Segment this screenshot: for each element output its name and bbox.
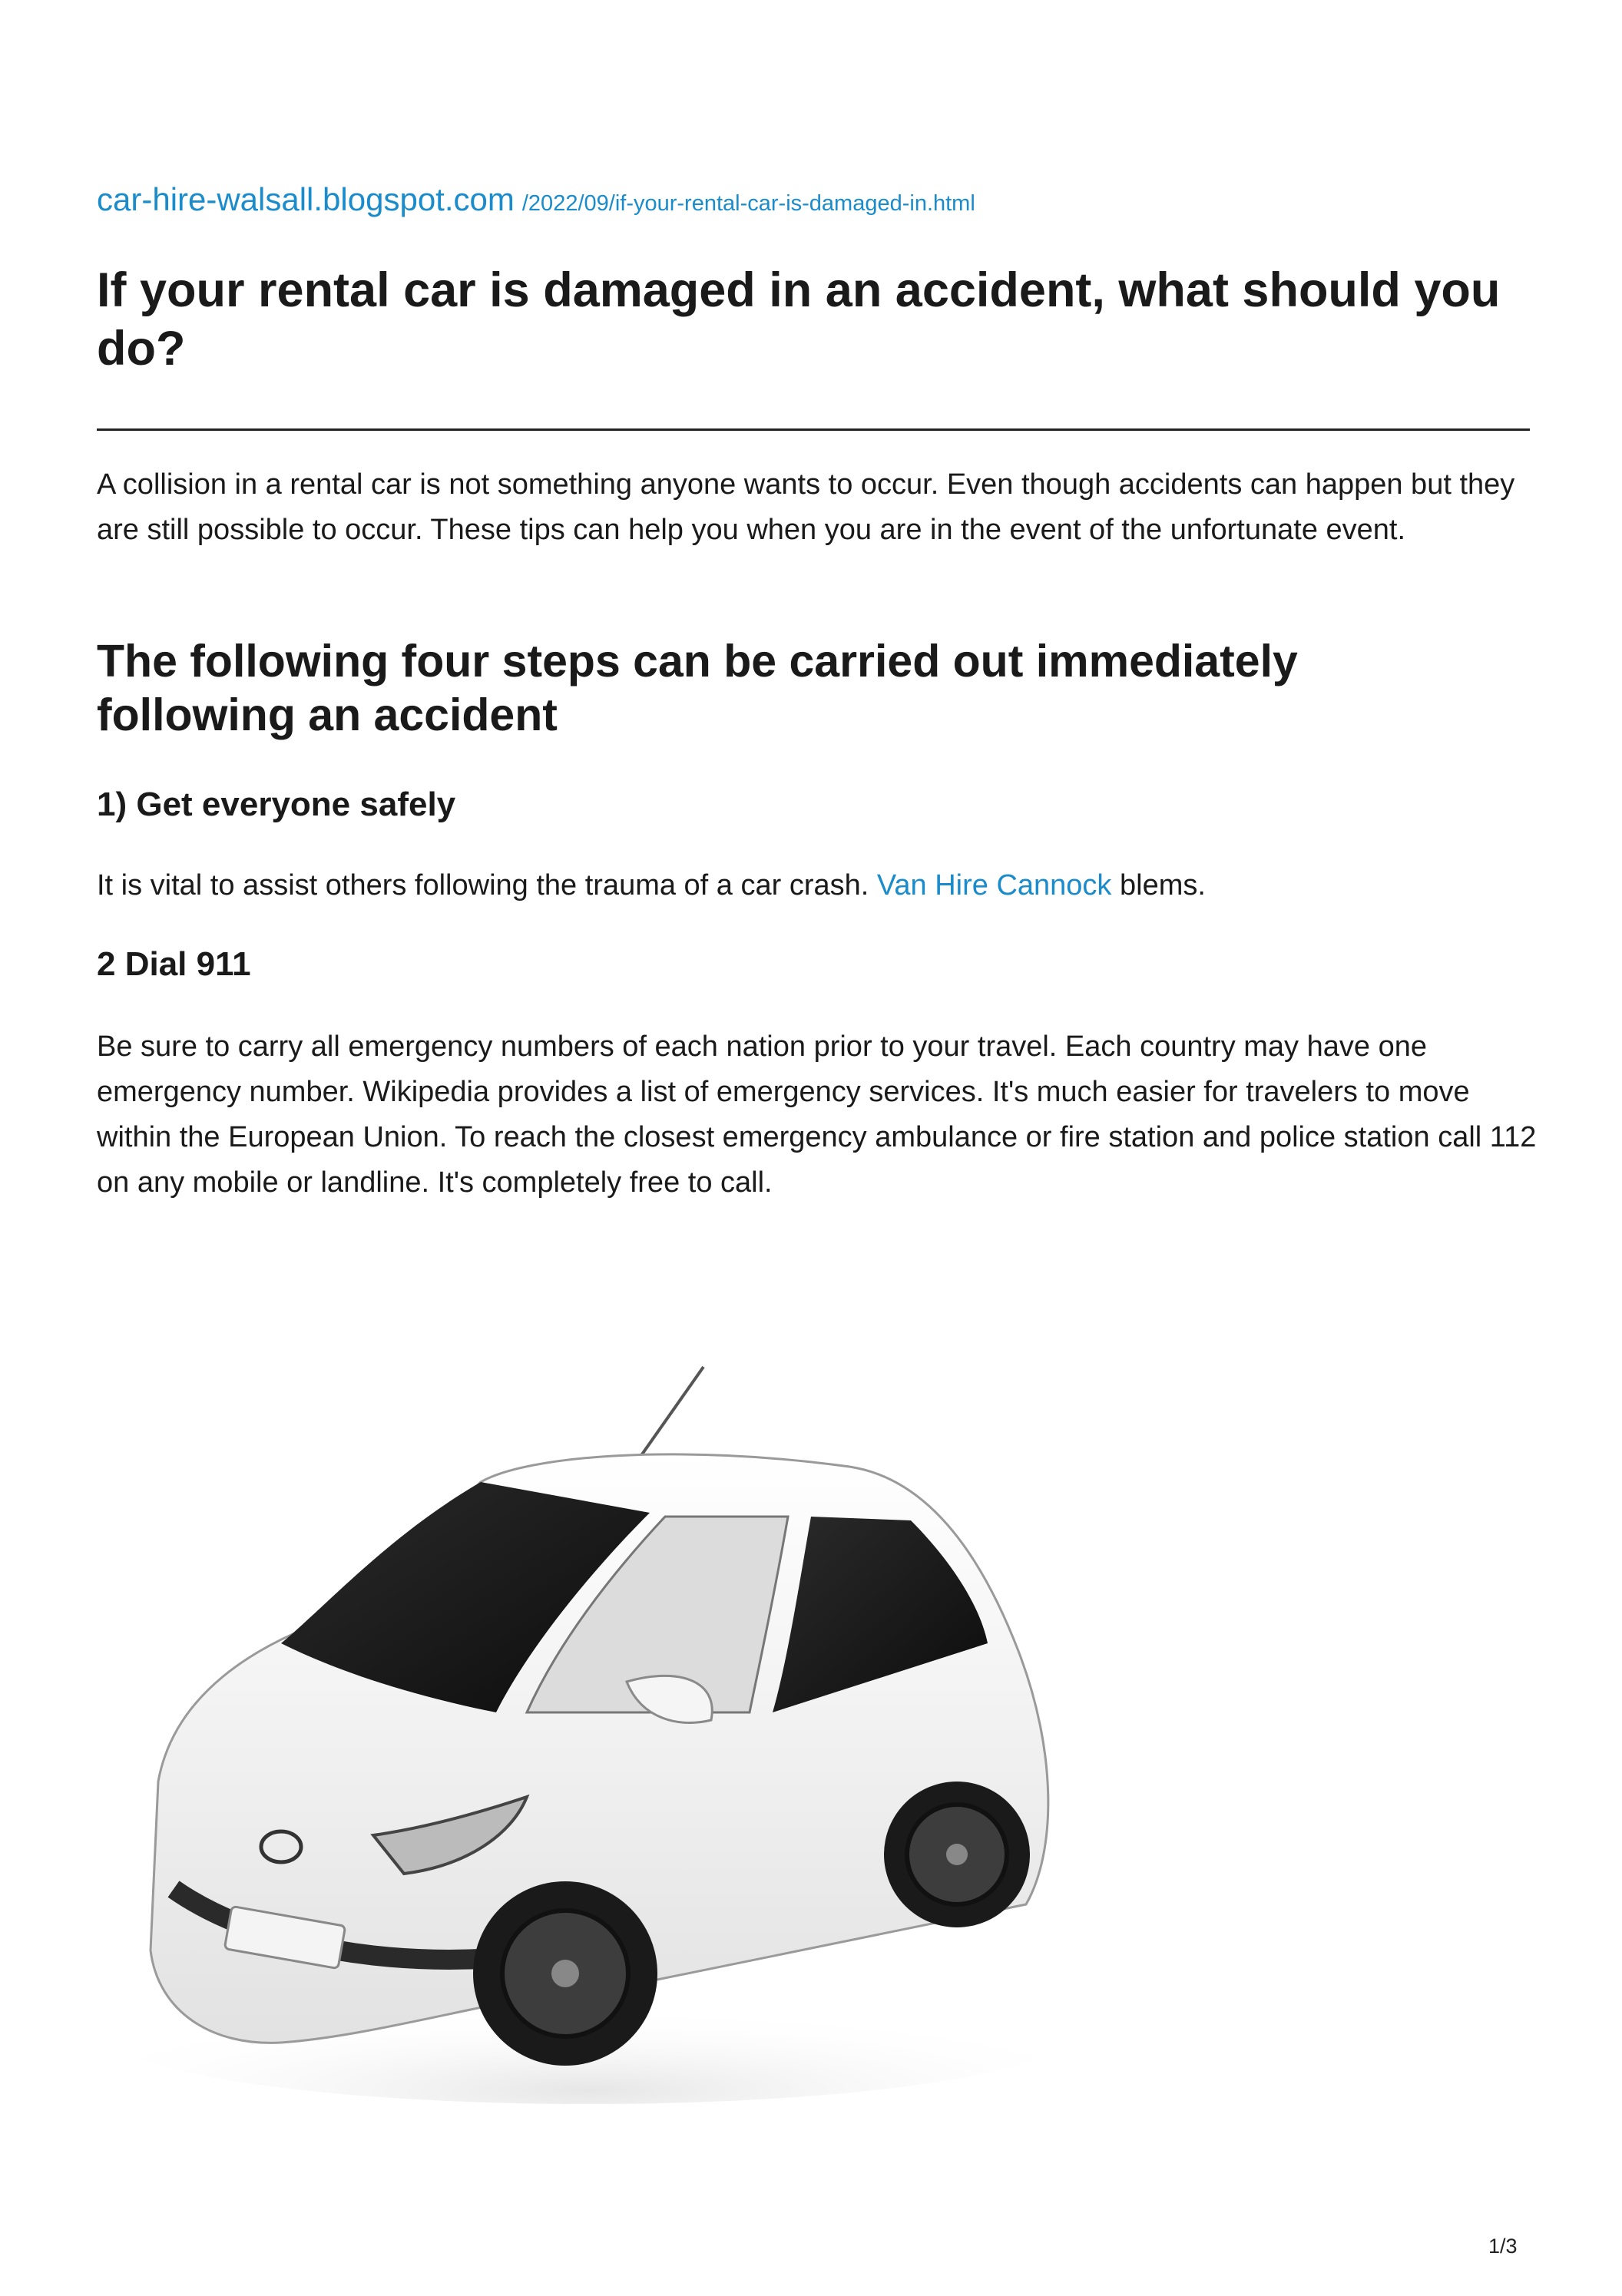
intro-paragraph: A collision in a rental car is not something anyone wants to occur. Even though accidents can happen but they are still possible to occur. These tips can help you when you are in the event of the unfortunate event. [97, 468, 1515, 546]
step-1-text-tail: blems. [1120, 869, 1206, 902]
title-divider [97, 428, 1530, 431]
front-wheel-hub [551, 1960, 579, 1987]
page-number: 1/3 [1488, 2235, 1518, 2258]
step-2-heading: 2 Dial 911 [97, 945, 251, 983]
step-1-paragraph [97, 863, 1541, 908]
source-path-link[interactable]: /2022/09/if-your-rental-car-is-damaged-in.html [521, 191, 975, 216]
section-heading: The following four steps can be carried out immediately following an accident [97, 636, 1298, 740]
car-image [97, 1351, 1095, 2112]
source-url[interactable] [97, 181, 975, 218]
article-title: If your rental car is damaged in an accident, what should you do? [97, 263, 1501, 375]
step-1-text: It is vital to assist others following the trauma of a car crash. [97, 869, 869, 902]
step-2-paragraph: Be sure to carry all emergency numbers of each nation prior to your travel. Each country may have one emergency number. Wikipedia provides a list of emergency services. It's much easier for travelers to move within the European Union. To reach the closest emergency ambulance or fire station and police station call 112 on any mobile or landline. It's completely free to call. [97, 1031, 1537, 1199]
step-1-heading: 1) Get everyone safely [97, 786, 456, 823]
van-hire-cannock-link[interactable]: Van Hire Cannock [876, 869, 1112, 902]
rear-wheel-hub [946, 1844, 968, 1865]
source-domain-link[interactable]: car-hire-walsall.blogspot.com [97, 181, 515, 217]
